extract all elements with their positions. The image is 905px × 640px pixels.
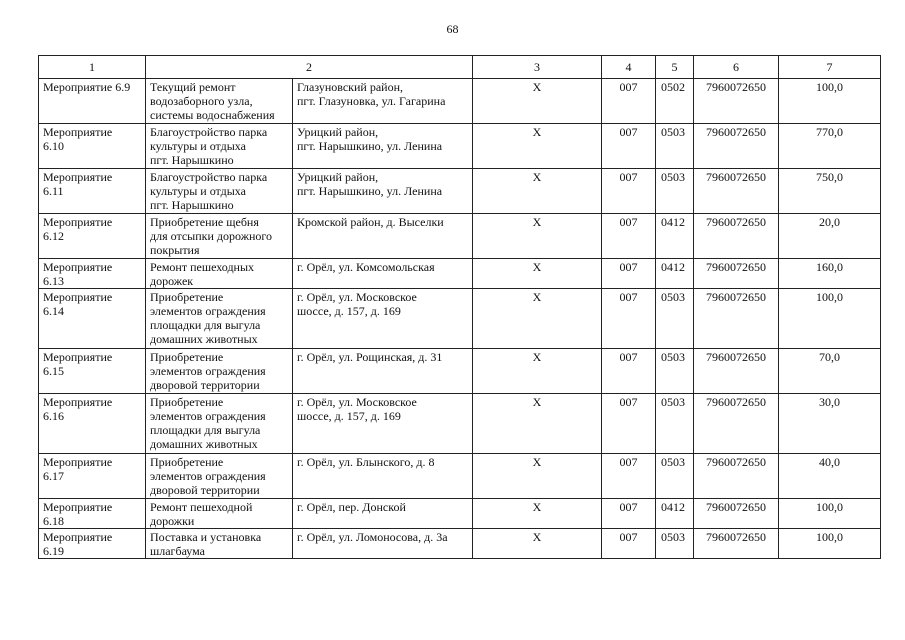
cell-line: Мероприятие 6.9	[43, 80, 131, 94]
table-row	[39, 169, 881, 214]
cell-line: Мероприятие	[43, 455, 113, 469]
event-location-cell	[293, 454, 473, 499]
amount-cell: 30,0	[779, 394, 881, 454]
cell-line: Текущий ремонт	[150, 80, 236, 94]
cell-line: элементов ограждения	[150, 469, 266, 483]
cell-line: Мероприятие	[43, 350, 113, 364]
col5-cell: 0503	[656, 289, 694, 349]
cell-line: элементов ограждения	[150, 364, 266, 378]
cell-line: элементов ограждения	[150, 304, 266, 318]
cell-line: для отсыпки дорожного	[150, 229, 273, 243]
cell-line: 6.18	[43, 514, 64, 528]
table-row	[39, 499, 881, 529]
cell-line: домашних животных	[150, 332, 258, 346]
col4-cell: 007	[602, 124, 656, 169]
col6-cell: 7960072650	[694, 454, 779, 499]
col5-cell: 0502	[656, 79, 694, 124]
col4-cell: 007	[602, 169, 656, 214]
event-id-cell	[39, 499, 146, 529]
amount-cell: 100,0	[779, 79, 881, 124]
col3-cell: X	[473, 454, 602, 499]
amount-cell: 160,0	[779, 259, 881, 289]
cell-line: 6.13	[43, 274, 64, 288]
cell-line: водозаборного узла,	[150, 94, 253, 108]
cell-line: Урицкий район,	[297, 125, 379, 139]
event-name-cell	[146, 289, 293, 349]
event-location-cell	[293, 79, 473, 124]
cell-line: г. Орёл, ул. Блынского, д. 8	[297, 455, 435, 469]
cell-line: Урицкий район,	[297, 170, 379, 184]
cell-line: дорожек	[150, 274, 194, 288]
header-col-4: 4	[602, 56, 656, 79]
cell-line: г. Орёл, ул. Московское	[297, 290, 417, 304]
header-col-7: 7	[779, 56, 881, 79]
events-table	[38, 55, 881, 559]
col3-cell: X	[473, 499, 602, 529]
col5-cell: 0412	[656, 499, 694, 529]
event-location-cell	[293, 394, 473, 454]
table-row	[39, 349, 881, 394]
header-col-3: 3	[473, 56, 602, 79]
cell-line: Глазуновский район,	[297, 80, 404, 94]
event-id-cell	[39, 394, 146, 454]
event-name-cell	[146, 499, 293, 529]
col5-cell: 0503	[656, 124, 694, 169]
cell-line: Приобретение	[150, 455, 224, 469]
col6-cell: 7960072650	[694, 529, 779, 559]
col3-cell: X	[473, 394, 602, 454]
col4-cell: 007	[602, 259, 656, 289]
cell-line: Приобретение щебня	[150, 215, 259, 229]
cell-line: системы водоснабжения	[150, 108, 275, 122]
event-id-cell	[39, 259, 146, 289]
cell-line: г. Орёл, ул. Комсомольская	[297, 260, 435, 274]
table-row	[39, 214, 881, 259]
amount-cell: 750,0	[779, 169, 881, 214]
cell-line: пгт. Нарышкино	[150, 198, 234, 212]
cell-line: 6.19	[43, 544, 64, 558]
cell-line: Приобретение	[150, 395, 224, 409]
event-name-cell	[146, 529, 293, 559]
event-name-cell	[146, 79, 293, 124]
event-id-cell	[39, 349, 146, 394]
col5-cell: 0412	[656, 259, 694, 289]
cell-line: пгт. Нарышкино	[150, 153, 234, 167]
event-name-cell	[146, 169, 293, 214]
cell-line: Мероприятие	[43, 500, 113, 514]
cell-line: Приобретение	[150, 290, 224, 304]
col3-cell: X	[473, 214, 602, 259]
col6-cell: 7960072650	[694, 259, 779, 289]
amount-cell: 100,0	[779, 499, 881, 529]
header-col-2: 2	[146, 56, 473, 79]
cell-line: Поставка и установка	[150, 530, 262, 544]
cell-line: Ремонт пешеходной	[150, 500, 253, 514]
event-id-cell	[39, 529, 146, 559]
cell-line: Мероприятие	[43, 530, 113, 544]
event-name-cell	[146, 394, 293, 454]
cell-line: пгт. Нарышкино, ул. Ленина	[297, 139, 443, 153]
cell-line: пгт. Нарышкино, ул. Ленина	[297, 184, 443, 198]
cell-line: 6.16	[43, 409, 64, 423]
cell-line: г. Орёл, ул. Рощинская, д. 31	[297, 350, 443, 364]
col6-cell: 7960072650	[694, 79, 779, 124]
cell-line: домашних животных	[150, 437, 258, 451]
event-location-cell	[293, 349, 473, 394]
col4-cell: 007	[602, 454, 656, 499]
col5-cell: 0503	[656, 454, 694, 499]
col3-cell: X	[473, 124, 602, 169]
event-name-cell	[146, 214, 293, 259]
event-id-cell	[39, 454, 146, 499]
cell-line: Мероприятие	[43, 260, 113, 274]
cell-line: дорожки	[150, 514, 195, 528]
cell-line: Мероприятие	[43, 170, 113, 184]
cell-line: покрытия	[150, 243, 200, 257]
cell-line: Мероприятие	[43, 215, 113, 229]
cell-line: Благоустройство парка	[150, 125, 268, 139]
col6-cell: 7960072650	[694, 394, 779, 454]
event-id-cell	[39, 124, 146, 169]
cell-line: г. Орёл, пер. Донской	[297, 500, 406, 514]
col3-cell: X	[473, 529, 602, 559]
cell-line: Ремонт пешеходных	[150, 260, 255, 274]
amount-cell: 40,0	[779, 454, 881, 499]
col4-cell: 007	[602, 499, 656, 529]
amount-cell: 100,0	[779, 289, 881, 349]
event-name-cell	[146, 454, 293, 499]
event-name-cell	[146, 124, 293, 169]
cell-line: площадки для выгула	[150, 423, 261, 437]
event-location-cell	[293, 529, 473, 559]
col4-cell: 007	[602, 214, 656, 259]
table-row	[39, 394, 881, 454]
col6-cell: 7960072650	[694, 289, 779, 349]
event-name-cell	[146, 349, 293, 394]
amount-cell: 100,0	[779, 529, 881, 559]
cell-line: 6.17	[43, 469, 64, 483]
col6-cell: 7960072650	[694, 349, 779, 394]
cell-line: Мероприятие	[43, 290, 113, 304]
cell-line: культуры и отдыха	[150, 184, 246, 198]
col6-cell: 7960072650	[694, 169, 779, 214]
cell-line: г. Орёл, ул. Ломоносова, д. 3а	[297, 530, 448, 544]
cell-line: г. Орёл, ул. Московское	[297, 395, 417, 409]
cell-line: Мероприятие	[43, 125, 113, 139]
header-col-5: 5	[656, 56, 694, 79]
col6-cell: 7960072650	[694, 214, 779, 259]
amount-cell: 770,0	[779, 124, 881, 169]
table-row	[39, 79, 881, 124]
event-id-cell	[39, 79, 146, 124]
col4-cell: 007	[602, 79, 656, 124]
table-row	[39, 259, 881, 289]
col4-cell: 007	[602, 394, 656, 454]
col4-cell: 007	[602, 289, 656, 349]
event-id-cell	[39, 289, 146, 349]
cell-line: 6.12	[43, 229, 64, 243]
cell-line: дворовой территории	[150, 483, 260, 497]
header-col-1: 1	[39, 56, 146, 79]
col5-cell: 0412	[656, 214, 694, 259]
col3-cell: X	[473, 79, 602, 124]
table-header-row	[39, 56, 881, 79]
cell-line: дворовой территории	[150, 378, 260, 392]
event-location-cell	[293, 214, 473, 259]
amount-cell: 20,0	[779, 214, 881, 259]
page-number: 68	[446, 22, 459, 36]
table-row	[39, 454, 881, 499]
event-name-cell	[146, 259, 293, 289]
col3-cell: X	[473, 349, 602, 394]
event-location-cell	[293, 289, 473, 349]
event-id-cell	[39, 169, 146, 214]
col6-cell: 7960072650	[694, 124, 779, 169]
table-row	[39, 289, 881, 349]
cell-line: 6.14	[43, 304, 64, 318]
table-row	[39, 124, 881, 169]
col5-cell: 0503	[656, 349, 694, 394]
table-row	[39, 529, 881, 559]
cell-line: 6.15	[43, 364, 64, 378]
amount-cell: 70,0	[779, 349, 881, 394]
col6-cell: 7960072650	[694, 499, 779, 529]
event-id-cell	[39, 214, 146, 259]
cell-line: культуры и отдыха	[150, 139, 246, 153]
cell-line: Кромской район, д. Выселки	[297, 215, 444, 229]
col5-cell: 0503	[656, 529, 694, 559]
cell-line: шоссе, д. 157, д. 169	[297, 304, 401, 318]
col3-cell: X	[473, 289, 602, 349]
cell-line: 6.10	[43, 139, 64, 153]
cell-line: шоссе, д. 157, д. 169	[297, 409, 401, 423]
col5-cell: 0503	[656, 169, 694, 214]
event-location-cell	[293, 124, 473, 169]
cell-line: Благоустройство парка	[150, 170, 268, 184]
col3-cell: X	[473, 259, 602, 289]
col5-cell: 0503	[656, 394, 694, 454]
cell-line: 6.11	[43, 184, 64, 198]
col4-cell: 007	[602, 349, 656, 394]
cell-line: шлагбаума	[150, 544, 205, 558]
cell-line: пгт. Глазуновка, ул. Гагарина	[297, 94, 446, 108]
event-location-cell	[293, 259, 473, 289]
col4-cell: 007	[602, 529, 656, 559]
cell-line: элементов ограждения	[150, 409, 266, 423]
event-location-cell	[293, 169, 473, 214]
cell-line: Мероприятие	[43, 395, 113, 409]
event-location-cell	[293, 499, 473, 529]
cell-line: площадки для выгула	[150, 318, 261, 332]
cell-line: Приобретение	[150, 350, 224, 364]
col3-cell: X	[473, 169, 602, 214]
header-col-6: 6	[694, 56, 779, 79]
